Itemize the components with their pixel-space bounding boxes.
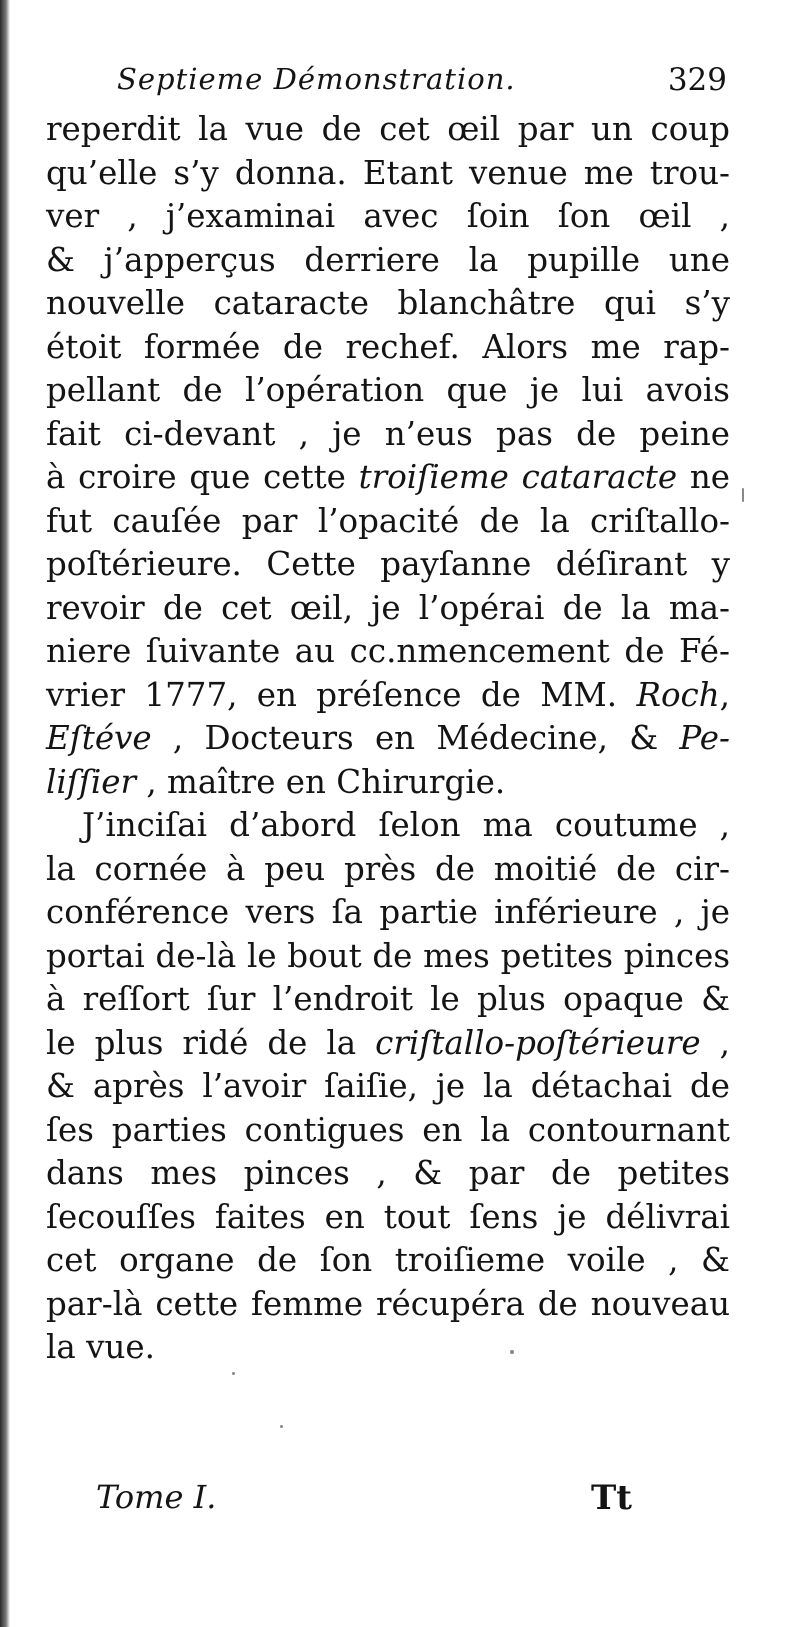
- text-line-29: la vue.: [46, 1328, 155, 1366]
- text-line-15: [46, 717, 730, 761]
- text-line-27: cet organe de ſon troiſieme voile , &: [46, 1241, 730, 1279]
- text-line-25: dans mes pinces , & par de petites: [46, 1154, 730, 1192]
- text-line-16: [46, 761, 730, 805]
- text-line-10: fut cauſée par l’opacité de la criſtallo-: [46, 501, 730, 540]
- text-line-22-italic: criſtallo-poſtérieure: [375, 1023, 701, 1062]
- ink-speck: [232, 1372, 235, 1375]
- text-line-14-italic: Roch: [636, 675, 720, 714]
- text-line-9-after: ne: [677, 458, 730, 496]
- text-line-23: & après l’avoir ſaiſie, je la détachai de: [46, 1067, 730, 1105]
- body-text: [46, 108, 730, 1370]
- text-line-8: fait ci-devant , je n’eus pas de peine: [46, 414, 730, 453]
- text-line-22-before: le plus ridé de la: [46, 1023, 376, 1062]
- text-line-21: à reſſort ſur l’endroit le plus opaque &: [46, 980, 730, 1018]
- text-line-4: & j’apperçus derriere la pupille une: [46, 240, 730, 279]
- text-line-15-italic: Eſtéve: [46, 719, 152, 757]
- page-binding-edge: [0, 0, 10, 1627]
- ink-speck: [280, 1425, 283, 1428]
- text-line-28: par-là cette femme récupéra de nouveau: [46, 1284, 730, 1323]
- gathering-signature: Tt: [590, 1478, 632, 1518]
- text-line-16-italic: liſſier: [46, 762, 137, 801]
- text-line-5: nouvelle cataracte blanchâtre qui s’y: [46, 284, 730, 322]
- text-line-18: la cornée à peu près de moitié de cir-: [46, 849, 730, 888]
- text-line-13: niere ſuivante au cc.nmencement de Fé-: [46, 632, 730, 670]
- text-line-7: pellant de l’opération que je lui avois: [46, 371, 730, 409]
- text-line-20: portai de-là le bout de mes petites pinces: [46, 936, 730, 975]
- text-line-9-italic: troiſieme cataracte: [358, 458, 678, 496]
- text-line-19: conférence vers ſa partie inférieure , je: [46, 893, 730, 931]
- text-line-11: poſtérieure. Cette payſanne déſirant y: [46, 545, 730, 583]
- text-line-9: [46, 456, 730, 500]
- text-line-14: [46, 674, 730, 718]
- text-line-3: ver , j’examinai avec ſoin ſon œil ,: [46, 197, 730, 235]
- page-number: 329: [667, 62, 727, 98]
- text-line-24: ſes parties contigues en la contournant: [46, 1110, 730, 1149]
- ink-speck: [510, 1350, 514, 1354]
- text-line-16-after: , maître en Chirurgie.: [136, 762, 506, 801]
- text-line-1: reperdit la vue de cet œil par un coup: [46, 110, 730, 148]
- text-line-26: ſecouſſes faites en tout ſens je délivrai: [46, 1197, 730, 1236]
- text-line-15-italic-end: Pe-: [679, 719, 730, 757]
- text-line-17: J’inciſai d’abord ſelon ma coutume ,: [82, 806, 730, 844]
- text-line-2: qu’elle s’y donna. Etant venue me trou-: [46, 153, 730, 192]
- ink-speck: [742, 488, 744, 502]
- text-line-14-after: ,: [719, 675, 730, 714]
- running-title: Septieme Démonstration.: [117, 62, 516, 96]
- text-line-22: [46, 1022, 730, 1066]
- text-line-9-before: à croire que cette: [46, 458, 359, 496]
- page-footer: [96, 1478, 632, 1528]
- text-line-14-before: vrier 1777, en préſence de MM.: [46, 675, 637, 714]
- text-line-6: étoit formée de rechef. Alors me rap-: [46, 327, 730, 366]
- text-line-15-mid: , Docteurs en Médecine, &: [151, 719, 680, 757]
- volume-signature: Tome I.: [96, 1478, 217, 1516]
- running-header: [117, 62, 727, 108]
- text-line-12: revoir de cet œil, je l’opérai de la ma-: [46, 588, 730, 627]
- text-line-22-after: ,: [700, 1023, 730, 1062]
